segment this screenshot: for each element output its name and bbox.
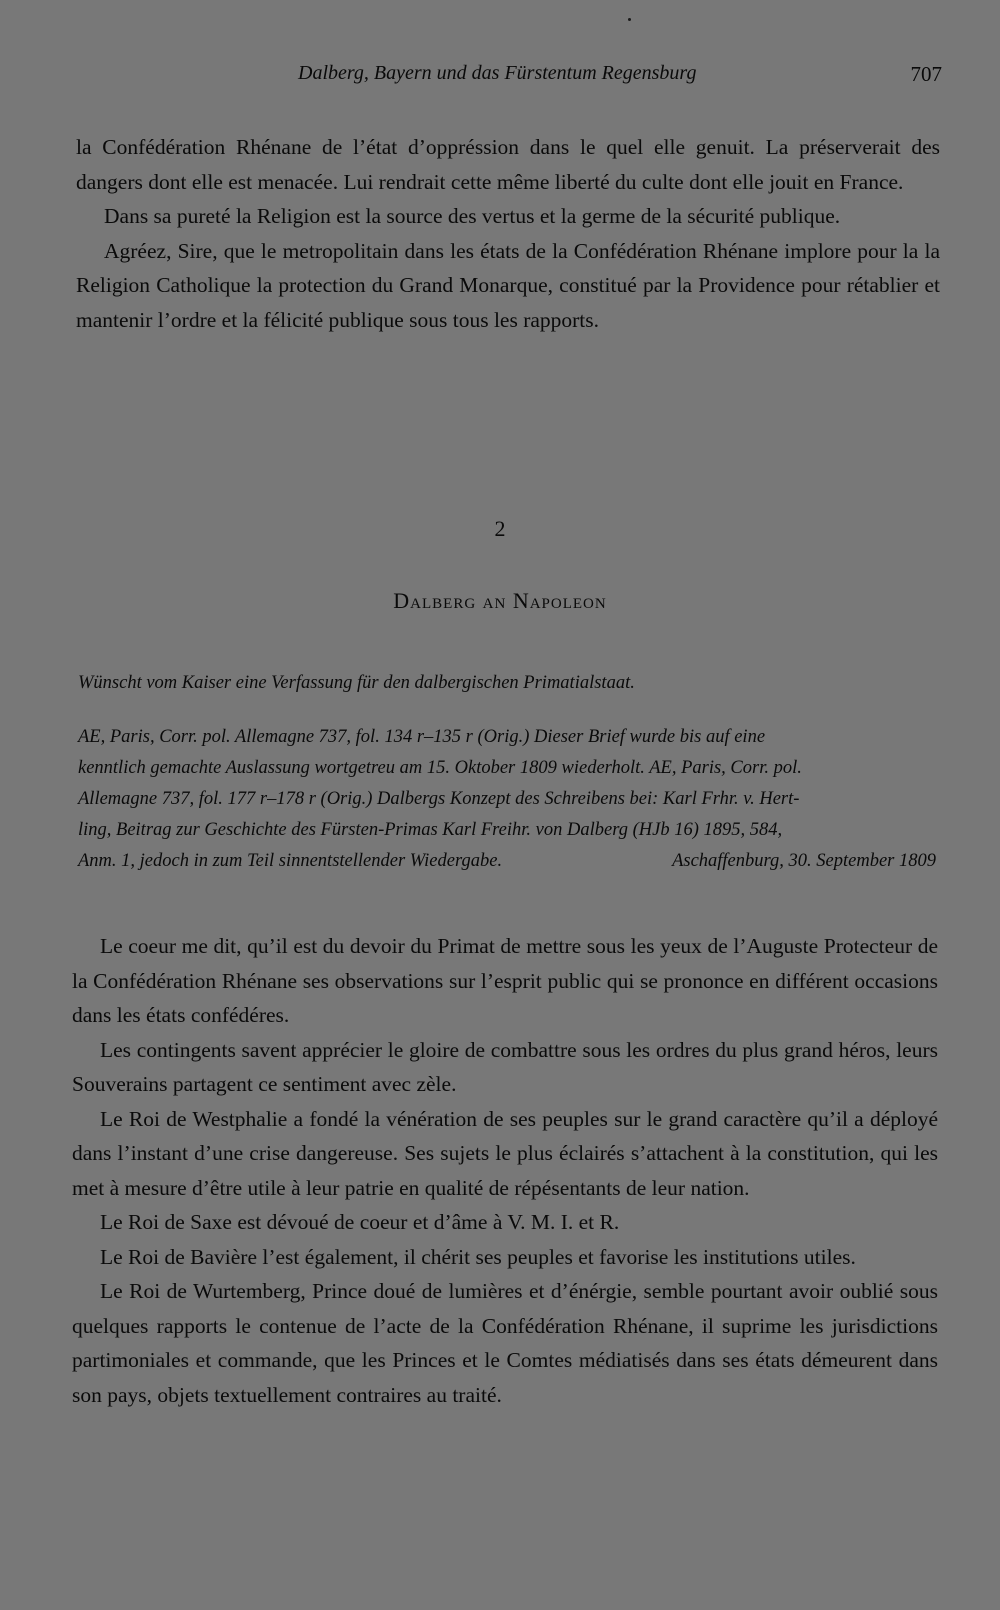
- source-line: kenntlich gemachte Auslassung wortgetreu am 15. Oktober 1809 wiederholt. AE, Paris, Corr. pol.: [78, 758, 802, 778]
- print-speck: [628, 18, 631, 21]
- running-header: Dalberg, Bayern und das Fürstentum Regensburg: [298, 62, 697, 84]
- source-line: Anm. 1, jedoch in zum Teil sinnentstellender Wiedergabe.: [78, 851, 503, 871]
- paragraph: Le coeur me dit, qu’il est du devoir du Primat de mettre sous les yeux de l’Auguste Protecteur de la Confédération Rhénane ses observations sur l’esprit public qui se prononce en différent occasions dans les états confédéres.: [72, 934, 938, 1027]
- paragraph: Agréez, Sire, que le metropolitain dans les états de la Confédération Rhénane implore pour la la Religion Catholique la protection du Grand Monarque, constitué par la Providence pour rétablier et mantenir l’ordre et la félicité publique sous tous les rapports.: [76, 238, 940, 332]
- paragraph: Le Roi de Saxe est dévoué de coeur et d’âme à V. M. I. et R.: [100, 1210, 620, 1234]
- paragraph: Le Roi de Bavière l’est également, il chérit ses peuples et favorise les institutions utiles.: [100, 1244, 856, 1269]
- document-title: Dalberg an Napoleon: [393, 588, 607, 613]
- continued-letter-text: [76, 130, 940, 337]
- document-number: 2: [494, 516, 506, 541]
- page-number: 707: [910, 62, 942, 86]
- letter-body: [72, 929, 938, 1412]
- paragraph: la Confédération Rhénane de l’état d’oppréssion dans le quel elle genuit. La préserverait des dangers dont elle est menacée. Lui rendrait cette même liberté du culte dont elle jouit en France.: [76, 135, 940, 194]
- paragraph: Les contingents savent apprécier le gloire de combattre sous les ordres du plus grand héros, leurs Souverains partagent ce sentiment avec zèle.: [72, 1037, 938, 1096]
- paragraph: Le Roi de Westphalie a fondé la vénération de ses peuples sur le grand caractère qu’il a déployé dans l’instant d’une crise dangereuse. Ses sujets le plus éclairés s’attachent à la constitution, qui les met à mesure d’être utile à leur patrie en qualité de répésentants de leur nation.: [72, 1106, 938, 1200]
- place-and-date: Aschaffenburg, 30. September 1809: [672, 851, 936, 871]
- document-summary: Wünscht vom Kaiser eine Verfassung für den dalbergischen Primatialstaat.: [78, 673, 635, 693]
- source-line: ling, Beitrag zur Geschichte des Fürsten-Primas Karl Freihr. von Dalberg (HJb 16) 1895, 584,: [78, 820, 783, 840]
- paragraph: Dans sa pureté la Religion est la source des vertus et la germe de la sécurité publique.: [104, 204, 841, 228]
- source-line: Allemagne 737, fol. 177 r–178 r (Orig.) Dalbergs Konzept des Schreibens bei: Karl Frhr. v. Hert-: [78, 789, 800, 809]
- source-line: AE, Paris, Corr. pol. Allemagne 737, fol. 134 r–135 r (Orig.) Dieser Brief wurde bis auf eine: [78, 727, 766, 747]
- paragraph: Le Roi de Wurtemberg, Prince doué de lumières et d’énérgie, semble pourtant avoir oublié sous quelques rapports le contenue de l’acte de la Confédération Rhénane, il suprime les jurisdictions partimoniales et commande, que les Princes et le Comtes médiatisés dans ses états démeurent dans son pays, objets textuellement contraires au traité.: [72, 1279, 938, 1407]
- source-last-line: [78, 846, 936, 877]
- source-note: [78, 722, 936, 877]
